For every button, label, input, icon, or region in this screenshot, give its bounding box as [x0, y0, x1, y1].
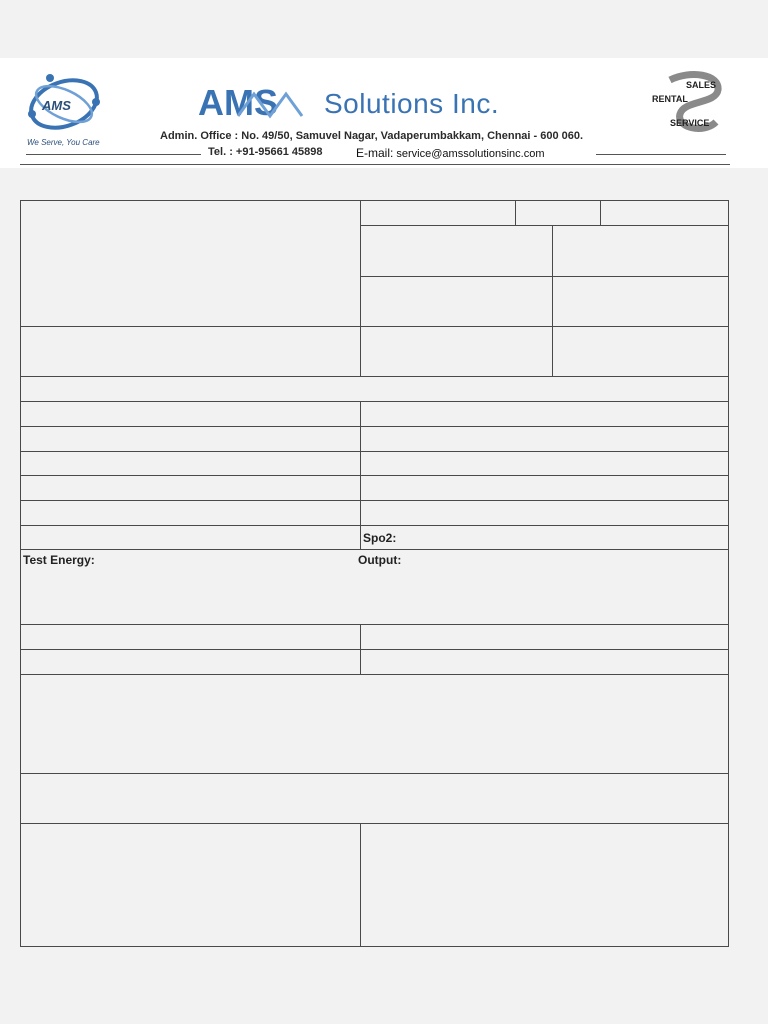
form-row-2-left[interactable]	[20, 426, 361, 452]
form-row-5-right[interactable]	[360, 500, 729, 526]
form-row-3-left[interactable]	[20, 451, 361, 476]
form-row-5-left[interactable]	[20, 500, 361, 526]
form-field-right-1b[interactable]	[552, 225, 729, 277]
form-field-right-2a[interactable]	[360, 276, 553, 327]
tagline: We Serve, You Care	[27, 138, 100, 147]
form-row-spo2[interactable]	[360, 525, 729, 550]
form-row-3-right[interactable]	[360, 451, 729, 476]
logo-service-text: SERVICE	[670, 118, 710, 128]
address: Admin. Office : No. 49/50, Samuvel Nagar, Vadaperumbakkam, Chennai - 600 060.	[160, 130, 584, 142]
email-address: service@amssolutionsinc.com	[396, 148, 545, 160]
logo-rental-text: RENTAL	[652, 94, 688, 104]
form-field-header-c[interactable]	[600, 200, 729, 226]
form-field-right-1a[interactable]	[360, 225, 553, 277]
form-row-4-left[interactable]	[20, 475, 361, 501]
form-row-8-left[interactable]	[20, 649, 361, 675]
brand-mark-text: AMS	[198, 82, 278, 122]
form-row-7-left[interactable]	[20, 624, 361, 650]
form-row-1-right[interactable]	[360, 401, 729, 427]
form-row-2-right[interactable]	[360, 426, 729, 452]
form-field-test-energy[interactable]	[20, 549, 729, 625]
form-field-header-a[interactable]	[360, 200, 516, 226]
logo-sales-text: SALES	[686, 80, 717, 90]
form-field-header-b[interactable]	[515, 200, 601, 226]
form-field-mid-left[interactable]	[20, 326, 361, 377]
brand-name: Solutions Inc.	[324, 88, 500, 119]
output-label: Output:	[358, 553, 402, 567]
form-field-top-left[interactable]	[20, 200, 361, 327]
form-field-signature-right[interactable]	[360, 823, 729, 947]
form-row-8-right[interactable]	[360, 649, 729, 675]
form-field-remarks[interactable]	[20, 674, 729, 774]
form-field-notes[interactable]	[20, 773, 729, 824]
test-energy-label: Test Energy:	[23, 553, 95, 567]
form-row-6-left[interactable]	[20, 525, 361, 550]
telephone: Tel. : +91-95661 45898	[208, 146, 323, 158]
spo2-label: Spo2:	[363, 531, 397, 545]
form-row-7-right[interactable]	[360, 624, 729, 650]
form-field-mid-right-a[interactable]	[360, 326, 553, 377]
form-row-1-left[interactable]	[20, 401, 361, 427]
form-field-right-2b[interactable]	[552, 276, 729, 327]
form-section-header[interactable]	[20, 376, 729, 402]
logo-left-text: AMS	[42, 98, 71, 113]
form-row-4-right[interactable]	[360, 475, 729, 501]
form-field-mid-right-b[interactable]	[552, 326, 729, 377]
form-field-signature-left[interactable]	[20, 823, 361, 947]
email-label: E-mail:	[356, 146, 394, 160]
